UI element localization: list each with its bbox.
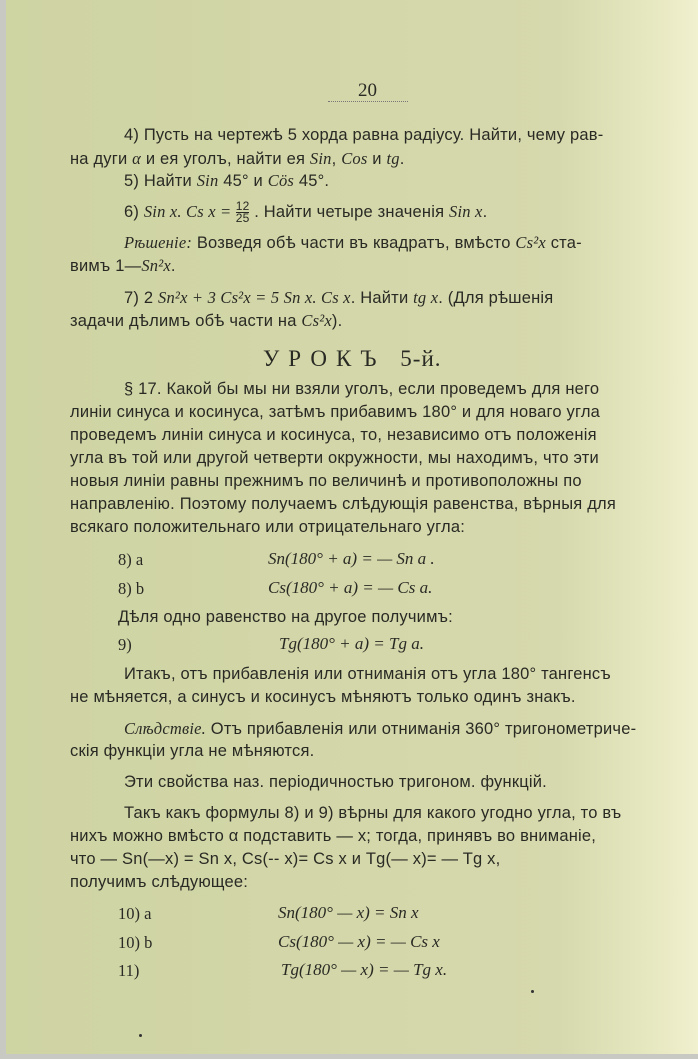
since-line-2: нихъ можно вмѣсто α подставить — x; тогда, принявъ во вниманiе, bbox=[70, 827, 597, 845]
since-line-3: что — Sn(—x) = Sn x, Cs(-- x)= Cs x и Tg(— x)= — Tg x, bbox=[70, 850, 501, 868]
problem-4-line-1: 4) Пусть на чертежѣ 5 хорда равна радiусу. Найти, чему рав- bbox=[124, 126, 604, 144]
paper-speck bbox=[139, 1034, 142, 1037]
section-17-line-1: § 17. Какой бы мы ни взяли уголъ, если проведемъ для него bbox=[124, 380, 600, 398]
book-page bbox=[6, 0, 698, 1054]
divide-text: Дѣля одно равенство на другое получимъ: bbox=[118, 608, 453, 626]
equation-8a: Sn(180° + a) = — Sn a . bbox=[268, 549, 435, 568]
equation-10b: Cs(180° — x) = — Cs x bbox=[278, 932, 440, 951]
solution-line-1: Рѣшенiе: Возведя обѣ части въ квадратъ, вмѣсто Cs²x ста- bbox=[124, 233, 582, 252]
corollary-line-2: скiя функцiи угла не мѣняются. bbox=[70, 742, 315, 760]
problem-7-line-2: задачи дѣлимъ обѣ части на Cs²x). bbox=[70, 311, 343, 330]
fraction-12-25: $\frac{12}{25}$ bbox=[235, 199, 250, 225]
conclusion-line-1: Итакъ, отъ прибавленiя или отниманiя отъ угла 180° тангенсъ bbox=[124, 665, 611, 683]
equation-11-label: 11) bbox=[118, 961, 140, 980]
problem-4-line-2: на дуги α и ея уголъ, найти ея Sin, Cos и tg. bbox=[70, 149, 405, 168]
section-17-line-2: линiи синуса и косинуса, затѣмъ прибавимъ 180° и для новаго угла bbox=[70, 403, 601, 421]
since-line-4: получимъ слѣдующее: bbox=[70, 873, 249, 891]
equation-8b: Cs(180° + a) = — Cs a. bbox=[268, 578, 433, 597]
lesson-heading: УРОКЪ 5-й. bbox=[263, 346, 442, 371]
equation-10a: Sn(180° — x) = Sn x bbox=[278, 903, 419, 922]
equation-9: Tg(180° + a) = Tg a. bbox=[279, 634, 424, 653]
problem-5: 5) Найти Sin 45° и Cös 45°. bbox=[124, 171, 330, 190]
equation-11: Tg(180° — x) = — Tg x. bbox=[281, 960, 448, 979]
paper-speck bbox=[531, 990, 534, 993]
section-17-line-4: угла въ той или другой четверти окружности, мы находимъ, что эти bbox=[70, 449, 599, 467]
periodicity-text: Эти свойства наз. перiодичностью тригоном. функцiй. bbox=[124, 773, 547, 791]
section-17-line-7: всякаго положительнаго или отрицательнаго угла: bbox=[70, 518, 465, 536]
page-number: 20 bbox=[358, 80, 377, 101]
conclusion-line-2: не мѣняется, а синусъ и косинусъ мѣняютъ только одинъ знакъ. bbox=[70, 688, 576, 706]
since-line-1: Такъ какъ формулы 8) и 9) вѣрны для какого угодно угла, то въ bbox=[124, 804, 622, 822]
equation-8a-label: 8) a bbox=[118, 550, 144, 569]
section-17-line-5: новыя линiи равны прежнимъ по величинѣ и противоположны по bbox=[70, 472, 582, 490]
equation-8b-label: 8) b bbox=[118, 579, 145, 598]
problem-6: 6) Sin x. Cs x = $\frac{12}{25}$ . Найти четыре значенiя Sin x. bbox=[124, 199, 488, 225]
equation-9-label: 9) bbox=[118, 635, 132, 654]
solution-line-2: вимъ 1—Sn²x. bbox=[70, 256, 176, 275]
equation-10a-label: 10) a bbox=[118, 904, 152, 923]
equation-10b-label: 10) b bbox=[118, 933, 153, 952]
section-17-line-6: направленiю. Поэтому получаемъ слѣдующiя равенства, вѣрныя для bbox=[70, 495, 616, 513]
section-17-line-3: проведемъ линiи синуса и косинуса, то, независимо отъ положенiя bbox=[70, 426, 597, 444]
corollary-label: Слѣдствiе. bbox=[124, 719, 206, 738]
corollary-line-1: Слѣдствiе. Отъ прибавленiя или отниманiя 360° тригонометриче- bbox=[124, 719, 637, 738]
solution-label: Рѣшенiе: bbox=[124, 233, 193, 252]
header-rule bbox=[328, 101, 408, 102]
problem-7-line-1: 7) 2 Sn²x + 3 Cs²x = 5 Sn x. Cs x. Найти tg x. (Для рѣшенiя bbox=[124, 288, 554, 307]
